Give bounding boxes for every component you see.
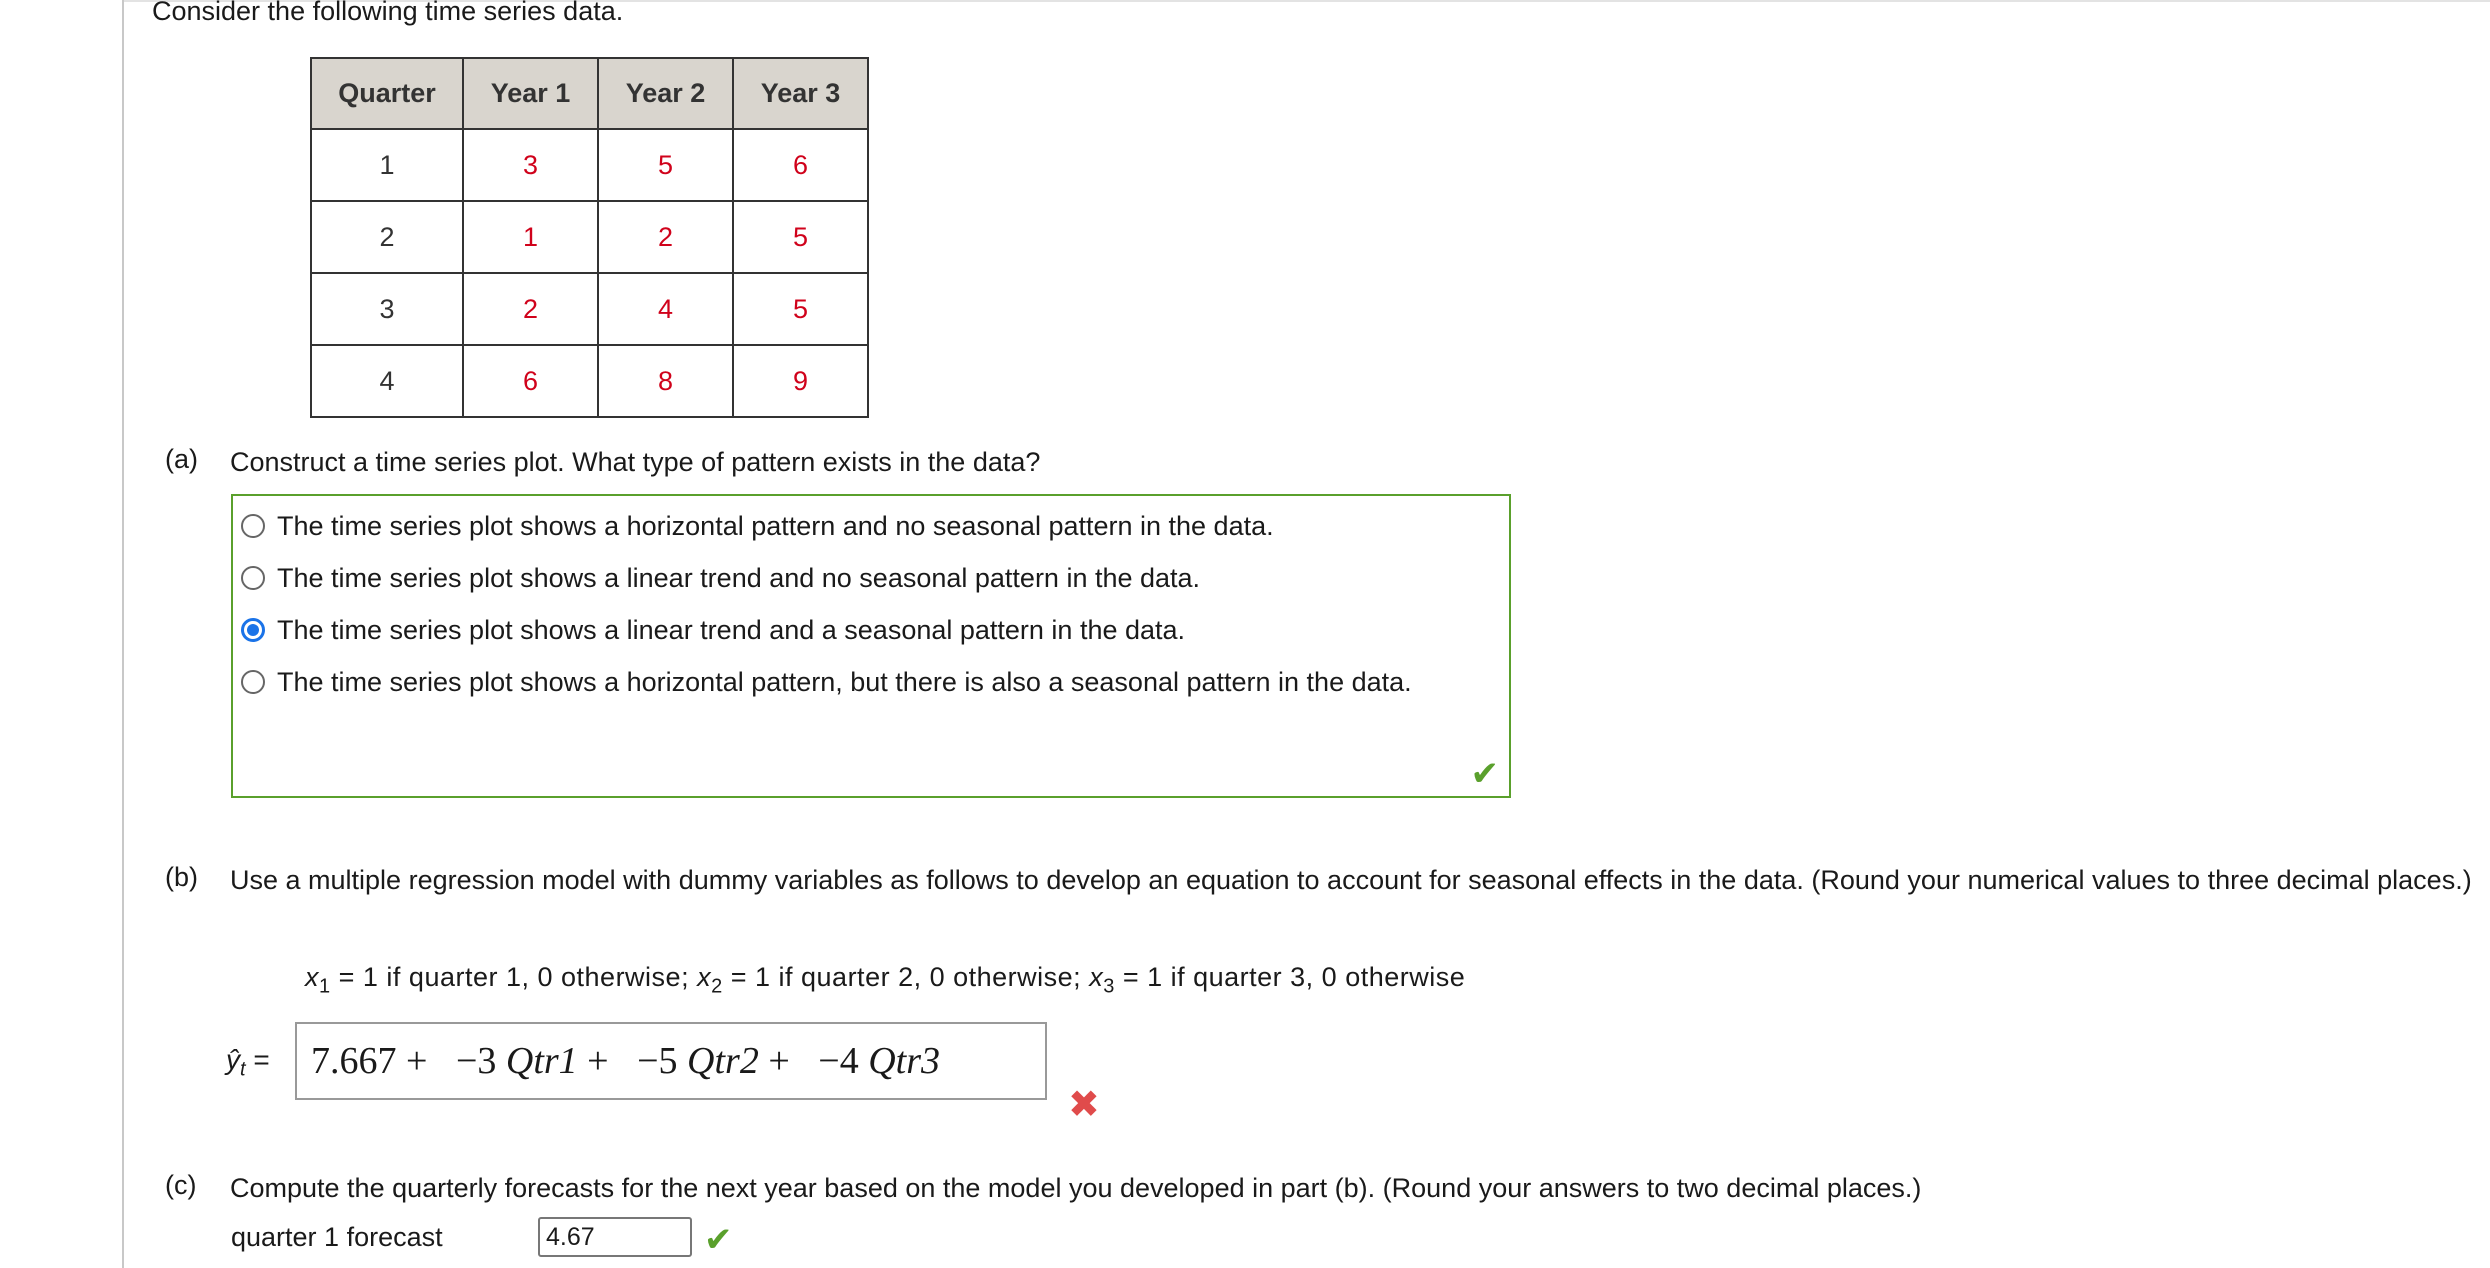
part-a-answer-box xyxy=(231,494,1511,798)
table-cell: 4 xyxy=(311,345,463,417)
quarter1-forecast-label: quarter 1 forecast xyxy=(231,1222,443,1252)
x2-definition: = 1 if quarter 2, 0 otherwise; xyxy=(730,962,1082,992)
option-4[interactable] xyxy=(241,664,1457,700)
table-row xyxy=(311,273,868,345)
table-cell: 6 xyxy=(463,345,598,417)
term-qtr1: Qtr1 xyxy=(505,1040,578,1082)
table-cell: 9 xyxy=(733,345,868,417)
yhat-subscript: t xyxy=(240,1058,246,1081)
table-row xyxy=(311,129,868,201)
term-qtr2: Qtr2 xyxy=(687,1040,759,1082)
table-cell: 4 xyxy=(598,273,733,345)
option-text: The time series plot shows a horizontal pattern and no seasonal pattern in the data. xyxy=(277,511,1274,541)
dummy-variable-definitions: $x_1 = 1$ if quarter 1, 0 otherwise; $x_2 = 1$ if quarter 2, 0 otherwise; $x_3 = 1$ if quarter 3, 0 otherwise xyxy=(305,962,1466,998)
option-3[interactable] xyxy=(241,612,1477,648)
table-header-row xyxy=(311,58,868,129)
checkmark-icon: ✔ xyxy=(1470,755,1499,793)
intercept-value: 7.667 xyxy=(311,1040,397,1082)
part-b-question: Use a multiple regression model with dummy variables as follows to develop an equation to account for seasonal effects in the data. (Round your numerical values to three decimal places.) xyxy=(230,865,2472,895)
radio-button[interactable] xyxy=(241,514,265,538)
incorrect-x-icon: ✖ xyxy=(1068,1084,1100,1126)
table-cell: 3 xyxy=(463,129,598,201)
checkmark-icon: ✔ xyxy=(704,1221,733,1259)
table-cell: 6 xyxy=(733,129,868,201)
quarter1-forecast-input[interactable]: 4.67 xyxy=(538,1217,692,1257)
table-row xyxy=(311,345,868,417)
option-1[interactable] xyxy=(241,508,1477,544)
table-cell: 8 xyxy=(598,345,733,417)
equation-lhs: $ŷ_t$ = xyxy=(226,1044,270,1081)
table-row xyxy=(311,201,868,273)
part-b-label: (b) xyxy=(165,862,198,892)
table-header: Year 1 xyxy=(463,58,598,129)
x3-definition: = 1 if quarter 3, 0 otherwise xyxy=(1122,962,1466,992)
radio-button-selected[interactable] xyxy=(241,618,265,642)
term-qtr3: Qtr3 xyxy=(868,1040,941,1082)
coef-qtr3: −4 xyxy=(818,1040,859,1082)
part-c-question: Compute the quarterly forecasts for the next year based on the model you developed in part (b). (Round your answers to two decimal places.) xyxy=(230,1173,1922,1203)
x1-definition: = 1 if quarter 1, 0 otherwise; xyxy=(338,962,690,992)
option-2[interactable] xyxy=(241,560,1477,596)
intro-text: Consider the following time series data. xyxy=(152,0,624,26)
table-cell: 5 xyxy=(733,273,868,345)
regression-equation-field[interactable]: 7.667 + −3 Qtr1 + −5 Qtr2 + −4 Qtr3 xyxy=(295,1022,1047,1100)
yhat-symbol: ŷ xyxy=(226,1044,240,1075)
table-cell: 5 xyxy=(733,201,868,273)
coef-qtr1: −3 xyxy=(455,1040,497,1082)
table-cell: 2 xyxy=(598,201,733,273)
table-cell: 1 xyxy=(463,201,598,273)
table-cell: 5 xyxy=(598,129,733,201)
table-cell: 2 xyxy=(311,201,463,273)
option-text: The time series plot shows a linear trend and a seasonal pattern in the data. xyxy=(277,615,1186,645)
part-c-label: (c) xyxy=(165,1170,197,1200)
table-header: Year 3 xyxy=(733,58,868,129)
radio-button[interactable] xyxy=(241,670,265,694)
option-text: The time series plot shows a horizontal pattern, but there is also a seasonal pattern in the data. xyxy=(277,667,1412,697)
table-cell: 2 xyxy=(463,273,598,345)
data-table xyxy=(310,57,869,418)
option-text: The time series plot shows a linear trend and no seasonal pattern in the data. xyxy=(277,563,1201,593)
part-a-label: (a) xyxy=(165,444,198,474)
table-header: Year 2 xyxy=(598,58,733,129)
table-cell: 3 xyxy=(311,273,463,345)
table-cell: 1 xyxy=(311,129,463,201)
coef-qtr2: −5 xyxy=(637,1040,678,1082)
part-a-question: Construct a time series plot. What type of pattern exists in the data? xyxy=(230,447,1041,477)
radio-button[interactable] xyxy=(241,566,265,590)
table-header: Quarter xyxy=(311,58,463,129)
left-rule xyxy=(122,0,124,1268)
